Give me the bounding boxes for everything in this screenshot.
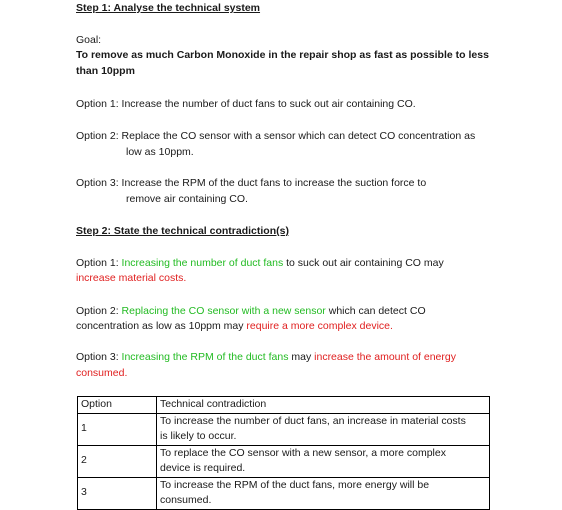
option3-line2: remove air containing CO. (126, 193, 248, 205)
contradiction-option1-line2: increase material costs. (76, 272, 187, 284)
row-text (157, 413, 490, 445)
option2-line1: Option 2: Replace the CO sensor with a sensor which can detect CO concentration as (76, 130, 476, 142)
row-text-line2: is likely to occur. (160, 430, 237, 442)
option1-text: Option 1: Increase the number of duct fans to suck out air containing CO. (76, 98, 416, 110)
step2-heading: Step 2: State the technical contradiction(s) (76, 225, 289, 237)
contradiction-option1-line1 (76, 255, 444, 271)
opt2-line2: concentration as low as 10ppm may (76, 320, 247, 332)
row-text (157, 477, 490, 509)
table-row (78, 445, 490, 477)
goal-line1: To remove as much Carbon Monoxide in the repair shop as fast as possible to less (76, 49, 489, 61)
opt1-prefix: Option 1: (76, 257, 122, 269)
opt3-green: Increasing the RPM of the duct fans (121, 351, 289, 363)
opt2-prefix: Option 2: (76, 305, 122, 317)
option3-line1: Option 3: Increase the RPM of the duct fans to increase the suction force to (76, 177, 427, 189)
table-row (78, 413, 490, 445)
row-text-line2: consumed. (160, 494, 212, 506)
opt2-green: Replacing the CO sensor with a new sensor (121, 305, 326, 317)
row-number: 1 (78, 413, 157, 445)
opt3-prefix: Option 3: (76, 351, 122, 363)
opt1-green: Increasing the number of duct fans (121, 257, 284, 269)
opt3-mid: may (288, 351, 315, 363)
contradiction-option3-line1 (76, 349, 456, 365)
opt2-mid: which can detect CO (325, 305, 426, 317)
row-number: 2 (78, 445, 157, 477)
opt1-mid: to suck out air containing CO may (283, 257, 444, 269)
row-text-line2: device is required. (160, 462, 246, 474)
table-row (78, 477, 490, 509)
row-text-line1: To increase the number of duct fans, an increase in material costs (160, 414, 466, 427)
row-text-line1: To increase the RPM of the duct fans, more energy will be (160, 478, 430, 491)
contradiction-option3-line2: consumed. (76, 367, 128, 379)
header-option: Option (78, 397, 157, 414)
header-contradiction: Technical contradiction (157, 397, 490, 414)
option2-line2: low as 10ppm. (126, 146, 194, 158)
row-number: 3 (78, 477, 157, 509)
contradiction-option2-line2 (76, 318, 393, 334)
contradiction-table (77, 396, 490, 510)
table-header-row (78, 397, 490, 414)
goal-label: Goal: (76, 34, 102, 46)
row-text-line1: To replace the CO sensor with a new sensor, a more complex (160, 446, 446, 459)
contradiction-option2-line1 (76, 303, 426, 319)
step1-heading: Step 1: Analyse the technical system (76, 2, 261, 14)
goal-line2: than 10ppm (76, 65, 135, 77)
opt3-red1: increase the amount of energy (314, 351, 456, 363)
row-text (157, 445, 490, 477)
opt2-red: require a more complex device. (246, 320, 393, 332)
